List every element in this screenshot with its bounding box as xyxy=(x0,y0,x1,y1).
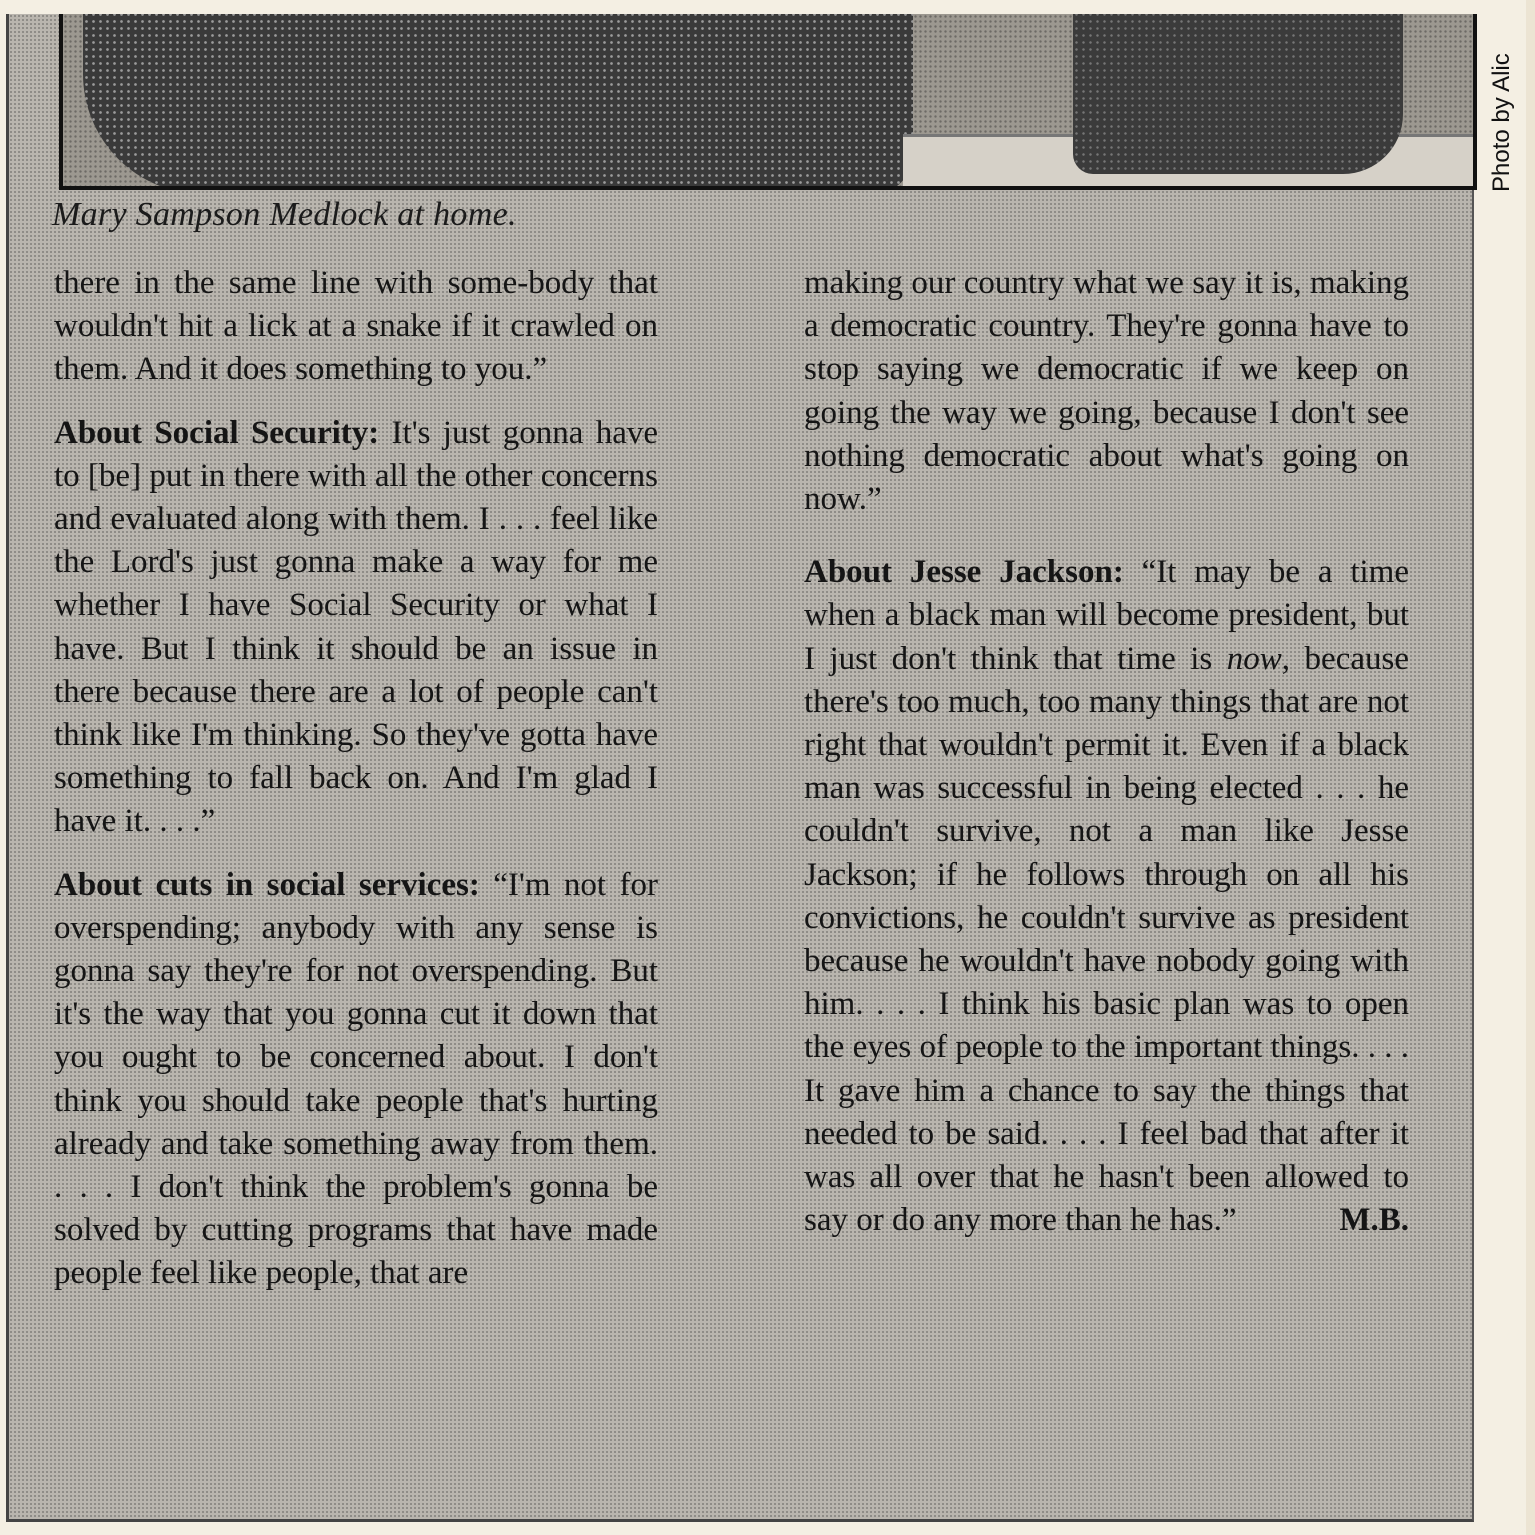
social-security-text: It's just gonna have to [be] put in there with all the other concerns and evaluated along with them. I . . . feel like the Lord's just gonna make a way for me whether I have Social Security or what I have. But I think it should be an issue in there because there are a lot of people can't think like I'm thinking. So they've gotta have something to fall back on. And I'm glad I have it. . . .” xyxy=(54,414,658,840)
photo-credit xyxy=(1486,0,1526,200)
cuts-heading: About cuts in social services: xyxy=(54,866,480,903)
jackson-heading: About Jesse Jackson: xyxy=(804,554,1124,591)
jackson-text-emphasis: now xyxy=(1226,640,1282,677)
cuts-text: “I'm not for overspending; anybody with any sense is gonna say they're for not overspending. But it's the way that you gonna cut it down that you ought to be concerned about. I don't think you should take people that's hurting already and take something away from them. . . . I don't think the problem's gonna be solved by cutting programs that have made people feel like people, that are xyxy=(54,866,658,1292)
social-security-paragraph xyxy=(54,412,658,844)
continuation-paragraph: making our country what we say it is, making a democratic country. They're gonna have to stop saying we democratic if we keep on going the way we going, because I don't see nothing democratic about what's going on now.” xyxy=(804,265,1409,518)
cuts-paragraph xyxy=(54,864,658,1296)
photo-credit-text: Photo by Alic xyxy=(1488,53,1515,192)
scan-edge xyxy=(1526,0,1535,1535)
jackson-paragraph xyxy=(804,551,1409,1242)
photo-coat xyxy=(83,14,913,190)
photo xyxy=(59,14,1477,190)
jackson-text-before: “It may be a time when a black man will become president, but I just don't think that time is xyxy=(804,554,1409,677)
photo-caption: Mary Sampson Medlock at home. xyxy=(52,196,517,233)
intro-paragraph: there in the same line with some-body that wouldn't hit a lick at a snake if it crawled on them. And it does something to you.” xyxy=(54,265,658,388)
right-column xyxy=(804,262,1409,1242)
social-security-heading: About Social Security: xyxy=(54,414,380,451)
left-column xyxy=(54,262,658,1296)
photo-skirt xyxy=(1073,14,1403,174)
author-signature: M.B. xyxy=(1339,1202,1409,1239)
jackson-text-after: , because there's too much, too many things that are not right that wouldn't permit it. Even if a black man was successful in being elected . . . he couldn't survive, not a man like Jesse Jackson; if he follows through on all his convictions, he couldn't survive as president because he wouldn't have nobody going with him. . . . I think his basic plan was to open the eyes of people to the important things. . . . It gave him a chance to say the things that needed to be said. . . . I feel bad that after it was all over that he hasn't been allowed to say or do any more than he has.” xyxy=(804,640,1409,1239)
